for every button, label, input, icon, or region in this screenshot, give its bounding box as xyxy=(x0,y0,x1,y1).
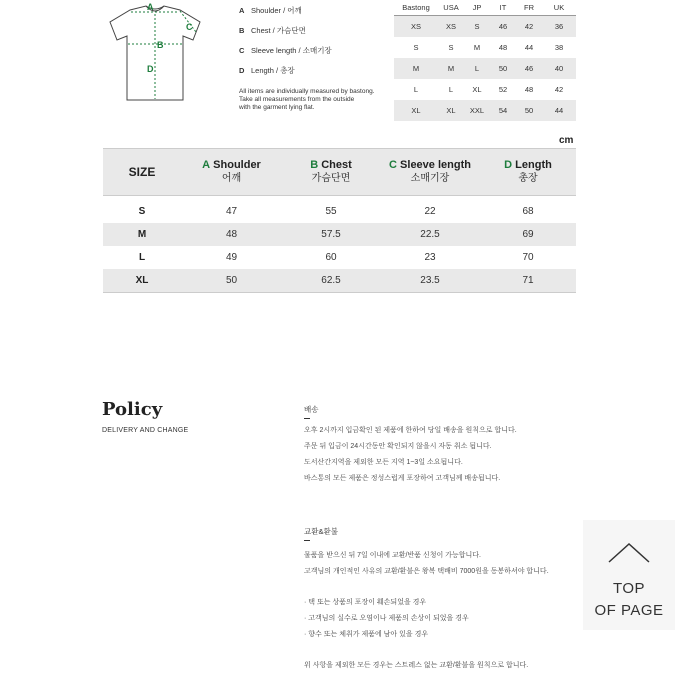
size-measurement-table xyxy=(103,148,576,293)
conversion-row: M M L 50 46 40 xyxy=(394,58,576,79)
measurement-note: All items are individually measured by bastong. Take all measurements from the outside with the garment lying flat. xyxy=(239,88,375,111)
unit-label: cm xyxy=(559,135,574,146)
chevron-up-icon xyxy=(607,542,651,564)
section-divider xyxy=(304,418,310,419)
table-row: S 47 55 22 68 xyxy=(138,206,534,217)
top-button-label-line1: TOP xyxy=(612,580,646,597)
legend-item-sleeve: C Sleeve length / 소매기장 xyxy=(239,46,332,55)
table-row: L 49 60 23 70 xyxy=(138,252,534,263)
legend-item-shoulder: A Shoulder / 어깨 xyxy=(239,6,302,15)
table-divider xyxy=(103,292,576,293)
header-sleeve-length: C Sleeve length 소매기장 xyxy=(389,159,471,184)
table-row: XL 50 62.5 23.5 71 xyxy=(103,269,576,292)
size-conversion-table xyxy=(394,3,576,121)
top-of-page-button[interactable] xyxy=(583,520,675,630)
conversion-header-row: Bastong USA JP IT FR UK xyxy=(394,3,576,16)
diagram-letter-d: D xyxy=(147,64,154,74)
exchange-bullet: · 택 또는 상품의 포장이 훼손되었을 경우 xyxy=(304,599,427,606)
exchange-closing: 위 사항을 제외한 모든 경우는 스트레스 없는 교환/환불을 원칙으로 합니다. xyxy=(304,662,529,669)
exchange-section-title: 교환&환불 xyxy=(304,527,338,536)
header-shoulder: A Shoulder 어깨 xyxy=(202,159,261,184)
section-divider xyxy=(304,540,310,541)
legend-item-chest: B Chest / 가슴단면 xyxy=(239,26,306,35)
conversion-row: XL XL XXL 54 50 44 xyxy=(394,100,576,121)
policy-title: Policy xyxy=(102,399,163,420)
delivery-line: 바스통의 모든 제품은 정성스럽게 포장하여 고객님께 배송됩니다. xyxy=(304,475,501,482)
policy-subtitle: DELIVERY AND CHANGE xyxy=(102,427,189,434)
tshirt-measure-diagram xyxy=(100,0,210,106)
exchange-bullet: · 고객님의 실수로 오염이나 제품의 손상이 되었을 경우 xyxy=(304,615,469,622)
conversion-row: S S M 48 44 38 xyxy=(413,43,564,52)
diagram-letter-c: C xyxy=(186,22,193,32)
top-button-label-line2: OF PAGE xyxy=(594,602,664,619)
delivery-section-title: 배송 xyxy=(304,405,319,414)
table-row: M 48 57.5 22.5 69 xyxy=(103,223,576,246)
delivery-line: 주문 뒤 입금이 24시간동안 확인되지 않을시 자동 취소 됩니다. xyxy=(304,443,492,450)
legend-item-length: D Length / 총장 xyxy=(239,66,295,75)
header-length: D Length 총장 xyxy=(504,159,552,184)
conversion-row: XS XS S 46 42 36 xyxy=(394,16,576,37)
header-size: SIZE xyxy=(128,164,156,179)
delivery-line: 오후 2시까지 입금확인 된 제품에 한하여 당일 배송을 원칙으로 합니다. xyxy=(304,427,517,434)
header-chest: B Chest 가슴단면 xyxy=(310,159,352,184)
conversion-row: L L XL 52 48 42 xyxy=(413,85,564,94)
exchange-line: 고객님의 개인적인 사유의 교환/환불은 왕복 택배비 7000원을 동봉하셔야 합니다. xyxy=(304,568,549,575)
diagram-letter-b: B xyxy=(157,40,164,50)
size-table-header xyxy=(103,148,576,196)
delivery-line: 도서산간지역을 제외한 모든 지역 1~3일 소요됩니다. xyxy=(304,459,463,466)
diagram-letter-a: A xyxy=(147,2,154,12)
exchange-line: 물품을 받으신 뒤 7일 이내에 교환/반품 신청이 가능합니다. xyxy=(304,552,481,559)
exchange-bullet: · 향수 또는 체취가 제품에 남아 있을 경우 xyxy=(304,631,429,638)
